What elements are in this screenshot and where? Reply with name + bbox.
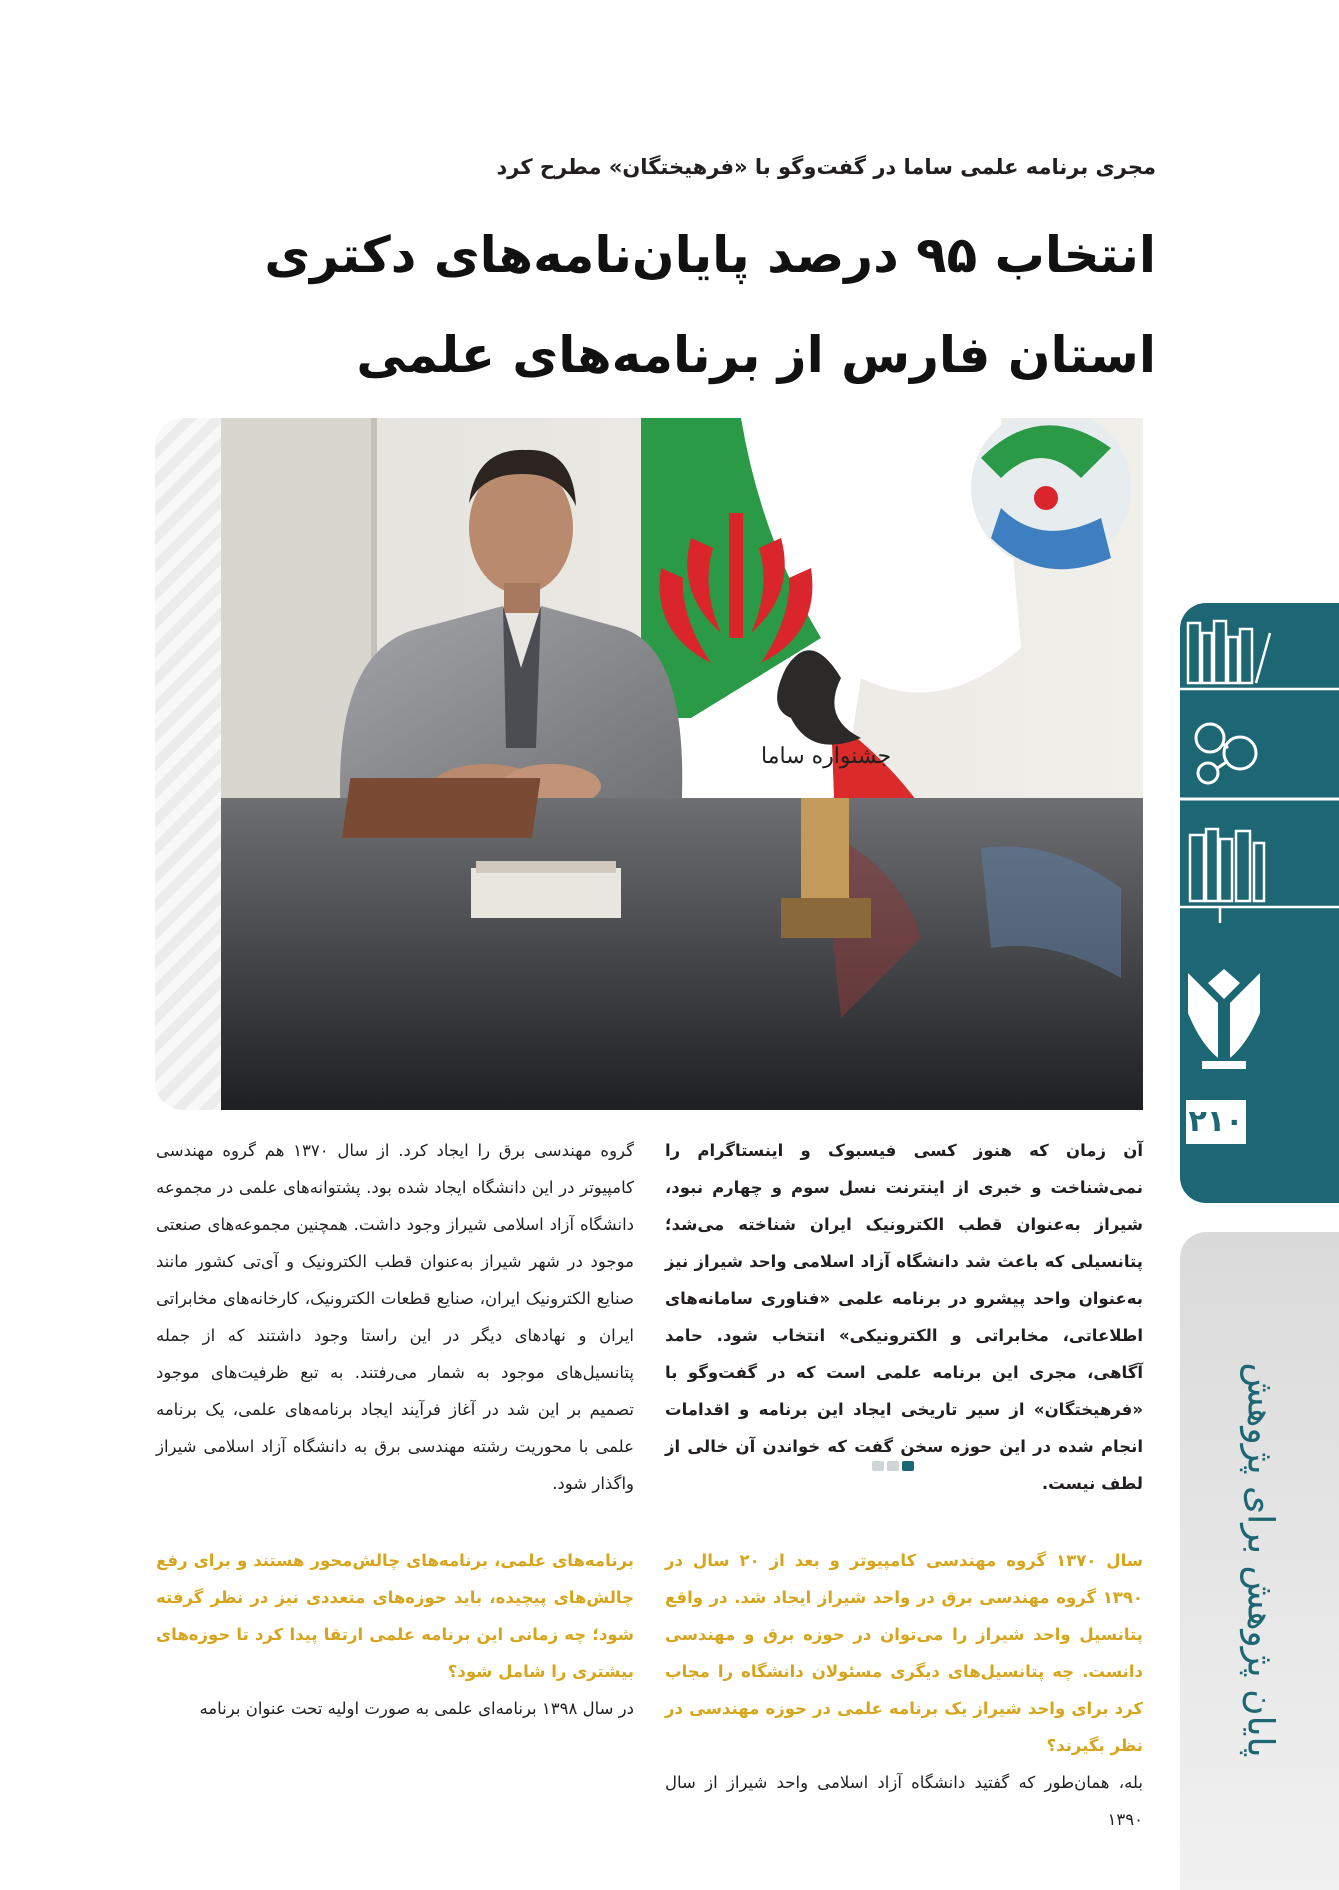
article-headline bbox=[196, 205, 1156, 405]
molecule-icon bbox=[1180, 724, 1339, 799]
interview-question-2: برنامه‌های علمی، برنامه‌های چالش‌محور هستند و برای رفع چالش‌های پیچیده، باید حوزه‌های متعددی نیز در نظر گرفته شود؛ چه زمانی این برنامه علمی ارتقا پیدا کرد تا حوزه‌های بیشتری را شامل شود؟ bbox=[156, 1551, 634, 1681]
headline-line-1: انتخاب ۹۵ درصد پایان‌نامه‌های دکتری bbox=[264, 226, 1156, 284]
photo-decoration-stripe bbox=[155, 418, 221, 1110]
article-intro: آن زمان که هنوز کسی فیسبوک و اینستاگرام را نمی‌شناخت و خبری از اینترنت نسل سوم و چهارم نبود، شیراز به‌عنوان قطب الکترونیک ایران شناخته می‌شد؛ پتانسیلی که باعث شد دانشگاه آزاد اسلامی واحد شیراز نیز به‌عنوان واحد پیشرو در برنامه علمی «فناوری سامانه‌های اطلاعاتی، مخابراتی و الکترونیکی» انتخاب شود. حامد آگاهی، مجری این برنامه علمی است که در گفت‌وگو با «فرهیختگان» از سیر تاریخی ایجاد این برنامه و اقدامات انجام شده در این حوزه سخن گفت که خواندن آن خالی از لطف نیست. bbox=[665, 1141, 1143, 1493]
divider-dot bbox=[872, 1461, 884, 1471]
bookshelf-icon bbox=[1180, 829, 1339, 923]
article-body: گروه مهندسی برق را ایجاد کرد. از سال ۱۳۷۰ هم گروه مهندسی کامپیوتر در این دانشگاه ایجاد شده بود. پشتوانه‌های علمی در مجموعه دانشگاه آزاد اسلامی شیراز وجود داشت. همچنین مجموعه‌های صنعتی موجود در شهر شیراز به‌عنوان قطب الکترونیک و آی‌تی کشور مانند صنایع الکترونیک ایران، صنایع قطعات الکترونیک، کارخانه‌های مخابراتی ایران و نهادهای دیگر در این راستا وجود داشتند که از جمله پتانسیل‌های موجود به شمار می‌رفتند. به تبع ظرفیت‌های موجود تصمیم بر این شد در آغاز فرآیند ایجاد برنامه‌های علمی، یک برنامه علمی با محوریت رشته مهندسی برق به دانشگاه آزاد اسلامی شیراز واگذار شود. bbox=[156, 1141, 634, 1493]
article-column-right bbox=[665, 1132, 1143, 1838]
interview-question-1: سال ۱۳۷۰ گروه مهندسی کامپیوتر و بعد از ۲۰ سال در ۱۳۹۰ گروه مهندسی برق در واحد شیراز ایجاد شد. در واقع پتانسیل واحد شیراز را می‌توان در حوزه برق و مهندسی دانست. چه پتانسیل‌های دیگری مسئولان دانشگاه را مجاب کرد برای واحد شیراز یک برنامه علمی در حوزه مهندسی در نظر بگیرند؟ bbox=[665, 1551, 1144, 1755]
divider-dot-active bbox=[902, 1461, 914, 1471]
interview-answer-2-start: در سال ۱۳۹۸ برنامه‌ای علمی به صورت اولیه تحت عنوان برنامه bbox=[199, 1699, 634, 1718]
interview-answer-1-start: بله، همان‌طور که گفتید دانشگاه آزاد اسلامی واحد شیراز از سال ۱۳۹۰ bbox=[665, 1773, 1143, 1829]
section-title-text: پایان پژوهش برای پژوهش bbox=[1239, 1362, 1281, 1758]
page-number: ۲۱۰ bbox=[1186, 1100, 1246, 1144]
article-kicker: مجری برنامه علمی ساما در گفت‌وگو با «فرهیختگان» مطرح کرد bbox=[496, 155, 1156, 179]
article-photo bbox=[221, 418, 1143, 1110]
books-shelf-icon bbox=[1180, 621, 1339, 689]
photo-logo-text: جشنواره ساما bbox=[761, 744, 892, 769]
azad-university-logo-icon bbox=[1188, 969, 1260, 1069]
article-column-left bbox=[156, 1132, 634, 1727]
section-divider-dots bbox=[872, 1456, 917, 1475]
section-title bbox=[1160, 1362, 1339, 1758]
divider-dot bbox=[887, 1461, 899, 1471]
headline-line-2: استان فارس از برنامه‌های علمی bbox=[356, 326, 1156, 384]
